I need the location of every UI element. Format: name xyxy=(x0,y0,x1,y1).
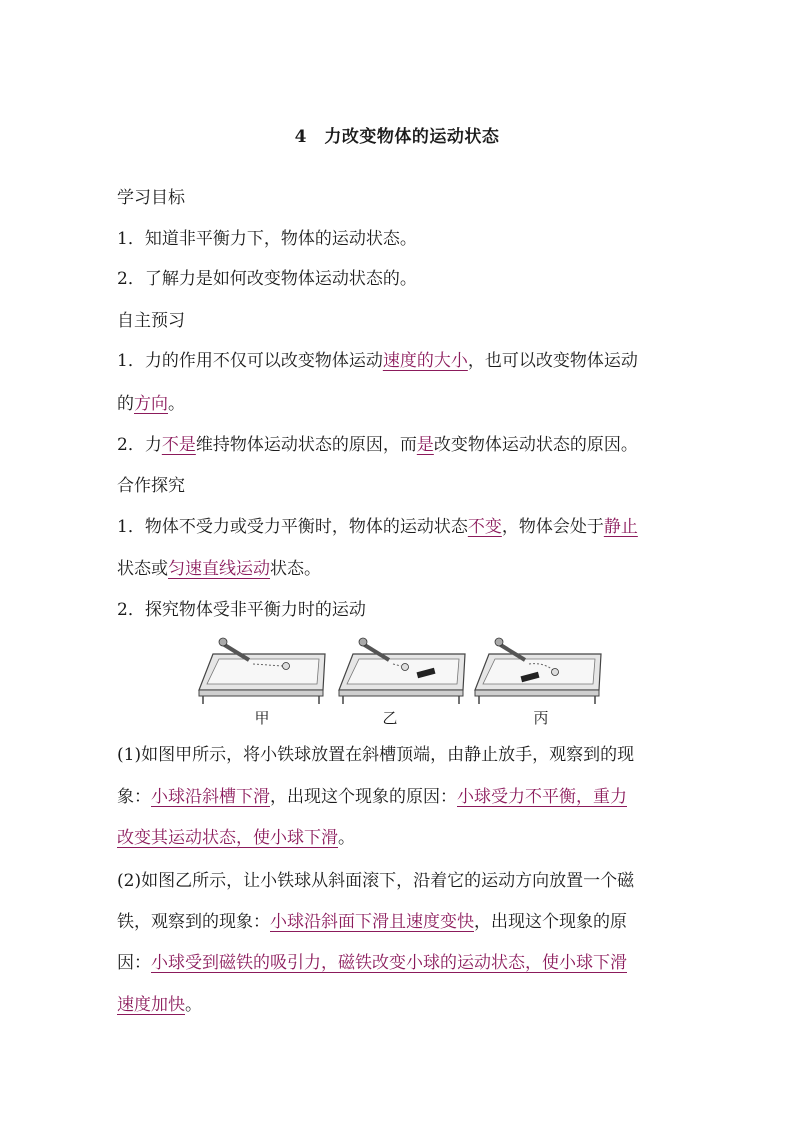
figure-label-yi: 乙 xyxy=(382,709,398,727)
text-run: 状态或 xyxy=(117,559,168,579)
question-1-line-3 xyxy=(117,826,683,850)
goal-item-1: 1．知道非平衡力下，物体的运动状态。 xyxy=(117,229,417,249)
question-1-line-1: (1)如图甲所示，将小铁球放置在斜槽顶端，由静止放手，观察到的现 xyxy=(117,745,635,765)
text-run: 维持物体运动状态的原因，而 xyxy=(195,435,417,455)
text-run: 。 xyxy=(185,995,202,1015)
section-heading-goals: 学习目标 xyxy=(117,188,185,208)
preview-para-1-line-2 xyxy=(117,392,683,416)
question-2-line-4 xyxy=(117,993,683,1017)
text-run: 因： xyxy=(117,953,151,973)
answer-blank: 不变 xyxy=(467,517,502,537)
answer-blank: 改变其运动状态，使小球下滑 xyxy=(117,828,338,848)
board-jia xyxy=(199,638,325,704)
text-run: ，出现这个现象的原 xyxy=(474,912,627,932)
page-title: 4 力改变物体的运动状态 xyxy=(294,127,500,147)
answer-blank: 小球沿斜槽下滑 xyxy=(151,787,270,807)
section-heading-explore: 合作探究 xyxy=(117,476,185,496)
text-run: 2．力 xyxy=(117,435,162,455)
answer-blank: 方向 xyxy=(134,394,168,414)
answer-blank: 静止 xyxy=(603,517,638,537)
section-heading-preview: 自主预习 xyxy=(117,311,185,331)
text-run: ，物体会处于 xyxy=(501,517,604,537)
question-1-line-2 xyxy=(117,785,683,809)
question-2-line-3 xyxy=(117,951,683,975)
text-run: 。 xyxy=(168,394,185,414)
question-2-line-2 xyxy=(117,910,683,934)
text-run: ，出现这个现象的原因： xyxy=(270,787,457,807)
explore-para-2: 2．探究物体受非平衡力时的运动 xyxy=(117,600,366,620)
answer-blank: 小球沿斜面下滑且速度变快 xyxy=(270,912,474,932)
preview-para-1-line-1 xyxy=(117,349,683,373)
answer-blank: 小球受到磁铁的吸引力，磁铁改变小球的运动状态，使小球下滑 xyxy=(151,953,627,973)
explore-para-1-line-2 xyxy=(117,557,683,581)
answer-blank: 是 xyxy=(416,435,434,455)
text-run: ，也可以改变物体运动 xyxy=(467,351,638,371)
board-bing xyxy=(475,638,601,704)
answer-blank: 速度加快 xyxy=(117,995,185,1015)
explore-para-1-line-1 xyxy=(117,515,683,539)
text-run: 状态。 xyxy=(270,559,321,579)
figure-label-jia: 甲 xyxy=(254,709,270,727)
text-run: 。 xyxy=(338,828,355,848)
text-run: 的 xyxy=(117,394,134,414)
answer-blank: 不是 xyxy=(161,435,196,455)
board-yi xyxy=(339,638,465,704)
text-run: 象： xyxy=(117,787,151,807)
text-run: 改变物体运动状态的原因。 xyxy=(433,435,638,455)
goal-item-2: 2．了解力是如何改变物体运动状态的。 xyxy=(117,269,417,289)
answer-blank: 小球受力不平衡，重力 xyxy=(457,787,627,807)
text-run: 1．物体不受力或受力平衡时，物体的运动状态 xyxy=(117,517,468,537)
figure-label-bing: 丙 xyxy=(533,709,549,727)
question-2-line-1: (2)如图乙所示，让小铁球从斜面滚下，沿着它的运动方向放置一个磁 xyxy=(117,871,635,891)
text-run: 铁，观察到的现象： xyxy=(117,912,270,932)
answer-blank: 匀速直线运动 xyxy=(168,559,270,579)
preview-para-2 xyxy=(117,433,683,457)
text-run: 1．力的作用不仅可以改变物体运动 xyxy=(117,351,383,371)
answer-blank: 速度的大小 xyxy=(382,351,468,371)
